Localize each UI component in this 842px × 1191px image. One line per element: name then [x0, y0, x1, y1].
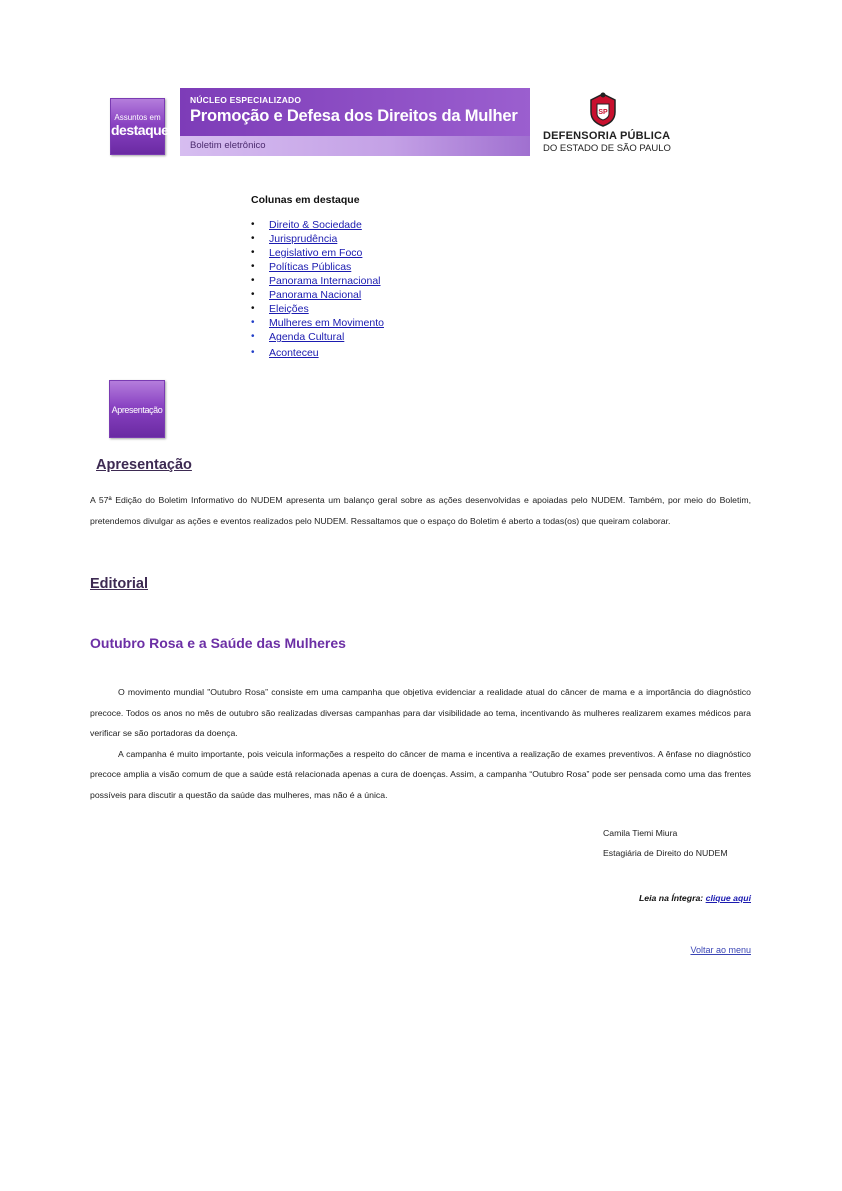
columns-title: Colunas em destaque	[251, 194, 360, 206]
column-link-legislativo[interactable]: Legislativo em Foco	[269, 247, 363, 259]
author-role: Estagiária de Direito do NUDEM	[603, 848, 728, 858]
list-item	[251, 346, 451, 360]
banner-title: Promoção e Defesa dos Direitos da Mulher	[190, 107, 518, 125]
logo-line2: DO ESTADO DE SÃO PAULO	[543, 143, 671, 154]
column-link-agenda-cultural[interactable]: Agenda Cultural	[269, 331, 345, 343]
list-item	[251, 330, 451, 344]
presentation-text: A 57ª Edição do Boletim Informativo do NUDEM apresenta um balanço geral sobre as ações desenvolvidas e apoiadas pelo NUDEM. Também, por meio do Boletim, pretendemos divulgar as ações e eventos realizados pelo NUDEM. Ressaltamos que o espaço do Boletim é aberto a todas(os) que queiram colaborar.	[90, 495, 751, 526]
author-name: Camila Tiemi Miura	[603, 828, 678, 838]
tile-small-text: Assuntos em	[114, 113, 161, 122]
list-item	[251, 274, 451, 288]
list-item	[251, 302, 451, 316]
apresentacao-tile	[109, 380, 165, 438]
editorial-body	[90, 682, 751, 805]
banner	[180, 88, 530, 136]
column-link-panorama-nacional[interactable]: Panorama Nacional	[269, 289, 362, 301]
column-link-jurisprudencia[interactable]: Jurisprudência	[269, 233, 338, 245]
logo-line1: DEFENSORIA PÚBLICA	[543, 130, 671, 142]
list-item	[251, 288, 451, 302]
column-link-politicas-publicas[interactable]: Políticas Públicas	[269, 261, 352, 273]
column-link-eleicoes[interactable]: Eleições	[269, 303, 309, 315]
emblem-text: SP	[598, 109, 608, 116]
column-link-direito-sociedade[interactable]: Direito & Sociedade	[269, 219, 362, 231]
banner-subtitle: Boletim eletrônico	[180, 136, 530, 156]
list-item	[251, 316, 451, 330]
assuntos-em-destaque-tile	[110, 98, 169, 155]
column-link-aconteceu[interactable]: Aconteceu	[269, 347, 319, 359]
editorial-heading: Editorial	[90, 576, 149, 592]
read-more	[639, 893, 751, 903]
columns-list	[251, 218, 451, 360]
list-item	[251, 260, 451, 274]
list-item	[251, 218, 451, 232]
tile-big-text: destaque	[111, 122, 169, 138]
column-link-panorama-internacional[interactable]: Panorama Internacional	[269, 275, 381, 287]
back-to-menu-link[interactable]: Voltar ao menu	[690, 945, 751, 955]
read-more-label: Leia na Íntegra:	[638, 893, 704, 903]
read-more-link[interactable]: clique aqui	[705, 893, 751, 903]
coat-of-arms-icon	[587, 92, 619, 128]
column-link-mulheres-em-movimento[interactable]: Mulheres em Movimento	[269, 317, 384, 329]
editorial-paragraph-1: O movimento mundial "Outubro Rosa” consiste em uma campanha que objetiva evidenciar a realidade atual do câncer de mama e a importância do diagnóstico precoce. Todos os anos no mês de outubro são realizadas diversas campanhas para dar visibilidade ao tema, incentivando às mulheres realizarem exames médicos para verificar se são portadoras da doença.	[90, 687, 751, 738]
presentation-heading: Apresentação	[96, 457, 192, 473]
editorial-headline: Outubro Rosa e a Saúde das Mulheres	[90, 635, 346, 651]
defensoria-logo	[543, 92, 673, 156]
editorial-paragraph-2: A campanha é muito importante, pois veicula informações a respeito do câncer de mama e incentiva a realização de exames preventivos. A ênfase no diagnóstico precoce amplia a visão comum de que a saúde está relacionada apenas a cura de doenças. Assim, a campanha “Outubro Rosa” pode ser pensada como uma das frentes possíveis para discutir a questão da saúde das mulheres, mas não é a única.	[90, 748, 751, 800]
banner-kicker: NÚCLEO ESPECIALIZADO	[190, 95, 302, 105]
list-item	[251, 232, 451, 246]
list-item	[251, 246, 451, 260]
apresentacao-tile-text: Apresentação	[111, 405, 163, 415]
